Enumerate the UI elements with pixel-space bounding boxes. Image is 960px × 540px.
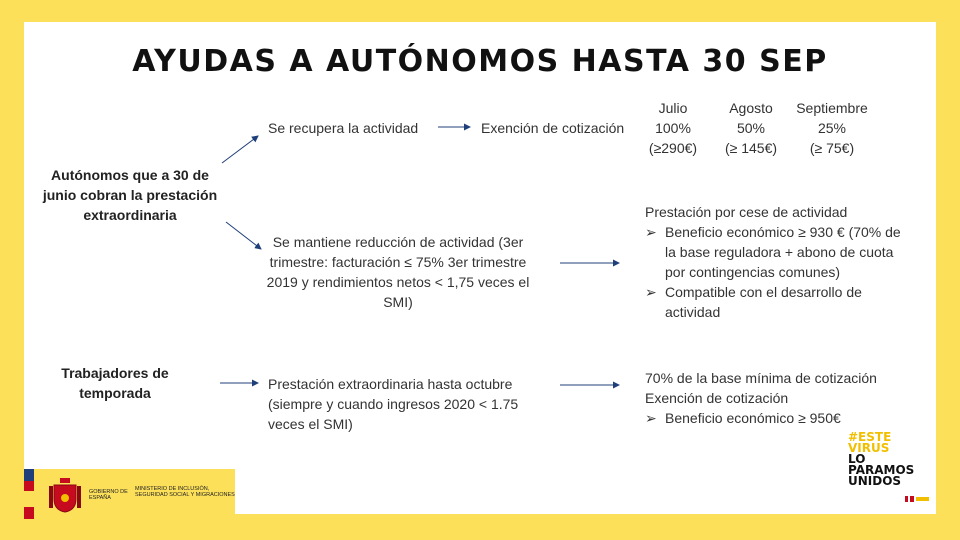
bullet-text: Beneficio económico ≥ 950€ [665,410,841,426]
cessation-title: Prestación por cese de actividad [645,204,848,220]
campaign-line: PARAMOS [848,463,915,477]
bullet-text: Beneficio económico ≥ 930 € (70% de la base reguladora + abono de cuota por contingencias comunes) [665,224,901,280]
coat-of-arms-icon [48,476,82,514]
ministerio-text: MINISTERIO DE INCLUSIÓN, SEGURIDAD SOCIAL Y MIGRACIONES [135,486,235,498]
month-name: Julio [658,100,688,116]
campaign-logo [848,432,914,487]
bullet-item [645,408,915,428]
bullet-text: Compatible con el desarrollo de actividad [665,284,862,320]
month-september [790,98,874,158]
group1-label: Autónomos que a 30 de junio cobran la prestación extraordinaria [42,167,218,223]
group2-label: Trabajadores de temporada [61,365,169,401]
month-name: Agosto [729,100,773,116]
bullet-item [645,282,905,322]
arrow-bullet-icon: ➢ [645,224,657,240]
slide-title: AYUDAS A AUTÓNOMOS HASTA 30 SEP [132,44,828,79]
month-percent: 100% [655,120,691,136]
exemption-text: Exención de cotización [481,120,625,136]
seasonal-result-line: Exención de cotización [645,390,789,406]
bullet-item [645,222,905,282]
mini-government-logo-icon [905,496,929,502]
campaign-line: UNIDOS [848,474,902,488]
cessation-block [645,202,905,322]
campaign-line: #ESTE [848,430,892,444]
campaign-line: VIRUS [848,441,890,455]
reduction-text: Se mantiene reducción de actividad (3er trimestre: facturación ≤ 75% 3er trimestre 2019 y rendimientos netos < 1,75 veces el SMI) [266,234,530,310]
month-condition: (≥ 75€) [809,140,855,156]
arrow-to-recovery [222,136,258,163]
arrow-bullet-icon: ➢ [645,410,657,426]
month-name: Septiembre [796,100,868,116]
month-condition: (≥290€) [648,140,698,156]
arrow-to-reduction [226,222,261,249]
seasonal-benefit-text: Prestación extraordinaria hasta octubre (siempre y cuando ingresos 2020 < 1.75 veces el SMI) [268,376,519,432]
seasonal-result-block [645,368,915,428]
spain-flag-icon [24,469,34,519]
month-percent: 50% [736,120,766,136]
gobierno-text: GOBIERNO DE ESPAÑA [89,489,128,501]
arrow-bullet-icon: ➢ [645,284,657,300]
recovery-text: Se recupera la actividad [268,120,419,136]
month-condition: (≥ 145€) [724,140,778,156]
month-percent: 25% [817,120,847,136]
month-august [714,98,788,158]
seasonal-result-line: 70% de la base mínima de cotización [645,370,877,386]
campaign-line: LO [848,452,866,466]
month-july [636,98,710,158]
